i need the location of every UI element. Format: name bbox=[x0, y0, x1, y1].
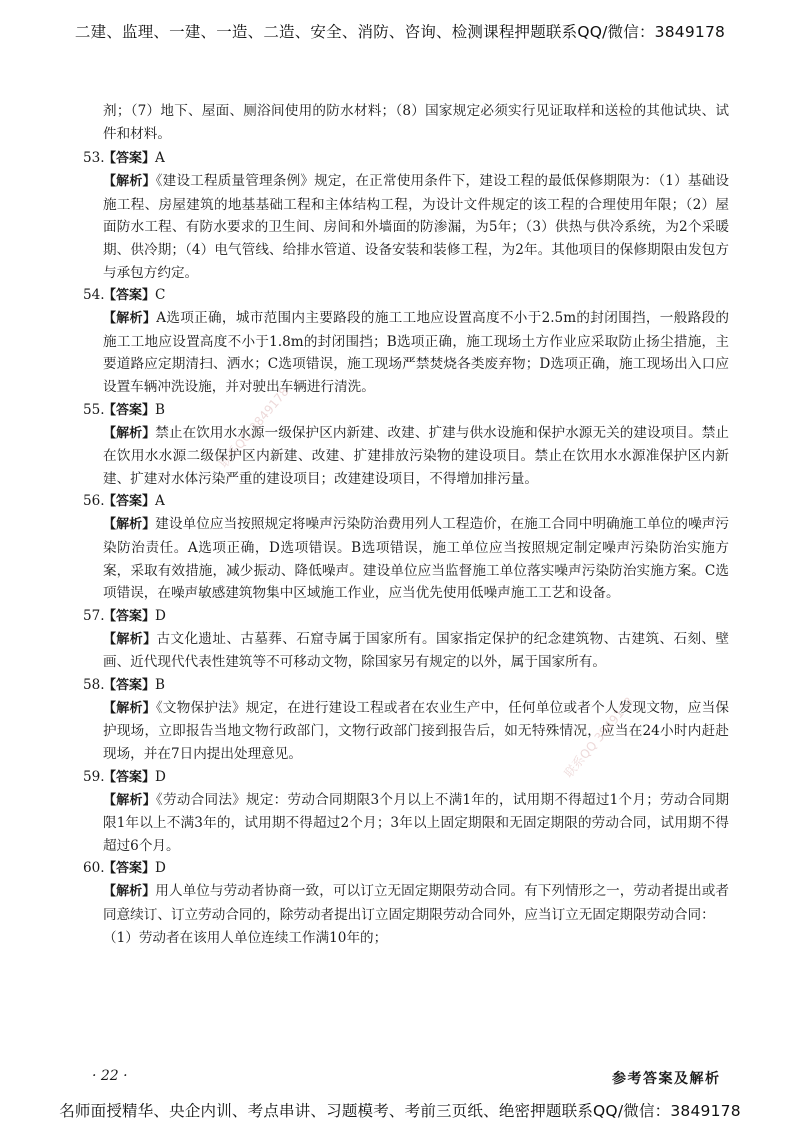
answer-letter: B bbox=[155, 676, 166, 693]
answer-tag: 【答案】 bbox=[103, 151, 156, 167]
analysis-paragraph bbox=[83, 880, 729, 926]
answer-letter: B bbox=[155, 401, 166, 418]
page-body bbox=[83, 100, 729, 949]
last-line: （1）劳动者在该用人单位连续工作满10年的； bbox=[103, 929, 388, 946]
item-number: 55. bbox=[83, 401, 105, 418]
item-number: 56. bbox=[83, 493, 105, 510]
analysis-text: 《劳动合同法》规定：劳动合同期限3个月以上不满1年的，试用期不得超过1个月；劳动合同期限1年以上不满3年的，试用期不得超过2个月；3年以上固定期限和无固定期限的劳动合同，试用期不得超过6个月。 bbox=[103, 791, 729, 854]
answer-tag: 【答案】 bbox=[103, 677, 156, 693]
answer-letter: D bbox=[155, 607, 166, 624]
analysis-paragraph bbox=[83, 422, 729, 491]
answer-letter: C bbox=[155, 287, 166, 304]
header-banner: 二建、监理、一建、一造、二造、安全、消防、咨询、检测课程押题联系QQ/微信：3849178 bbox=[74, 23, 726, 41]
answer-line bbox=[83, 490, 729, 513]
answer-letter: A bbox=[155, 150, 165, 167]
answer-tag: 【答案】 bbox=[103, 402, 156, 418]
analysis-text: 禁止在饮用水水源一级保护区内新建、改建、扩建与供水设施和保护水源无关的建设项目。禁止在饮用水水源二级保护区内新建、改建、扩建排放污染物的建设项目。禁止在饮用水水源准保护区内新建、扩建对水体污染严重的建设项目；改建建设项目，不得增加排污量。 bbox=[103, 424, 729, 487]
analysis-tag: 【解析】 bbox=[103, 700, 156, 716]
analysis-tag: 【解析】 bbox=[103, 517, 156, 533]
item-number: 60. bbox=[83, 860, 105, 877]
analysis-tag: 【解析】 bbox=[103, 425, 156, 441]
watermark: 联系QQ 3849178 bbox=[561, 694, 637, 781]
analysis-text: 用人单位与劳动者协商一致，可以订立无固定期限劳动合同。有下列情形之一，劳动者提出或者同意续订、订立劳动合同的，除劳动者提出订立固定期限劳动合同外，应当订立无固定期限劳动合同： bbox=[103, 883, 729, 924]
answer-letter: D bbox=[155, 768, 166, 785]
answer-letter: D bbox=[155, 860, 166, 877]
analysis-text: 《文物保护法》规定，在进行建设工程或者在农业生产中，任何单位或者个人发现文物，应当保护现场，立即报告当地文物行政部门，文物行政部门接到报告后，如无特殊情况，应当在24小时内赶赴现场，并在7日内提出处理意见。 bbox=[103, 699, 729, 763]
answer-line bbox=[83, 857, 729, 880]
item-number: 59. bbox=[83, 768, 105, 785]
analysis-paragraph bbox=[83, 789, 729, 858]
answer-line bbox=[83, 674, 729, 697]
answer-tag: 【答案】 bbox=[103, 608, 156, 624]
analysis-tag: 【解析】 bbox=[103, 631, 157, 647]
analysis-text: 《建设工程质量管理条例》规定，在正常使用条件下，建设工程的最低保修期限为：（1）基础设施工程、房屋建筑的地基基础工程和主体结构工程，为设计文件规定的该工程的合理使用年限；（2）屋面防水工程、有防水要求的卫生间、房间和外墙面的防渗漏，为5年；（3）供热与供冷系统，为2个采暖期、供冷期；（4）电气管线、给排水管道、设备安装和装修工程，为2年。其他项目的保修期限由发包方与承包方约定。 bbox=[103, 173, 729, 281]
analysis-paragraph bbox=[83, 170, 729, 284]
item-number: 54. bbox=[83, 287, 105, 304]
answer-line bbox=[83, 399, 729, 422]
analysis-text: 古文化遗址、古墓葬、石窟寺属于国家所有。国家指定保护的纪念建筑物、古建筑、石刻、壁画、近代现代代表性建筑等不可移动文物，除国家另有规定的以外，属于国家所有。 bbox=[103, 630, 729, 671]
item-number: 58. bbox=[83, 676, 105, 693]
item-number: 53. bbox=[83, 150, 105, 167]
answer-line bbox=[83, 605, 729, 628]
analysis-tag: 【解析】 bbox=[103, 174, 156, 190]
analysis-paragraph bbox=[83, 628, 729, 674]
answer-line bbox=[83, 766, 729, 789]
analysis-text: A选项正确，城市范围内主要路段的施工工地应设置高度不小于2.5m的封闭围挡，一般路段的施工工地应设置高度不小于1.8m的封闭围挡；B选项正确，施工现场土方作业应采取防止扬尘措施，主要道路应定期清扫、洒水；C选项错误，施工现场严禁焚烧各类废弃物；D选项正确，施工现场出入口应设置车辆冲洗设施，并对驶出车辆进行清洗。 bbox=[103, 310, 729, 395]
watermark: 联系QQ 3849178 bbox=[216, 384, 292, 471]
answer-tag: 【答案】 bbox=[103, 769, 156, 785]
footer-banner: 名师面授精华、央企内训、考点串讲、习题模考、考前三页纸、绝密押题联系QQ/微信：3849178 bbox=[59, 1102, 741, 1120]
analysis-text: 建设单位应当按照规定将噪声污染防治费用列人工程造价，在施工合同中明确施工单位的噪声污染防治责任。A选项正确，D选项错误。B选项错误，施工单位应当按照规定制定噪声污染防治实施方案，采取有效措施，减少振动、降低噪声。建设单位应当监督施工单位落实噪声污染防治实施方案。C选项错误，在噪声敏感建筑物集中区域施工作业，应当优先使用低噪声施工工艺和设备。 bbox=[103, 516, 729, 602]
analysis-paragraph bbox=[83, 307, 729, 398]
answer-line bbox=[83, 284, 729, 307]
answer-line bbox=[83, 147, 729, 170]
analysis-tag: 【解析】 bbox=[103, 792, 156, 808]
item-number: 57. bbox=[83, 607, 105, 624]
continuation-text: 剂；（7）地下、屋面、厕浴间使用的防水材料；（8）国家规定必须实行见证取样和送检的其他试块、试件和材料。 bbox=[103, 103, 729, 142]
answer-tag: 【答案】 bbox=[103, 861, 156, 877]
answer-letter: A bbox=[155, 493, 165, 510]
answer-tag: 【答案】 bbox=[103, 494, 156, 510]
analysis-paragraph bbox=[83, 513, 729, 604]
answer-tag: 【答案】 bbox=[103, 288, 156, 304]
footer-title: 参考答案及解析 bbox=[612, 1071, 721, 1087]
analysis-tag: 【解析】 bbox=[103, 311, 157, 327]
answer-list bbox=[83, 147, 729, 926]
analysis-tag: 【解析】 bbox=[103, 884, 156, 900]
page-number: · 22 · bbox=[92, 1068, 128, 1084]
